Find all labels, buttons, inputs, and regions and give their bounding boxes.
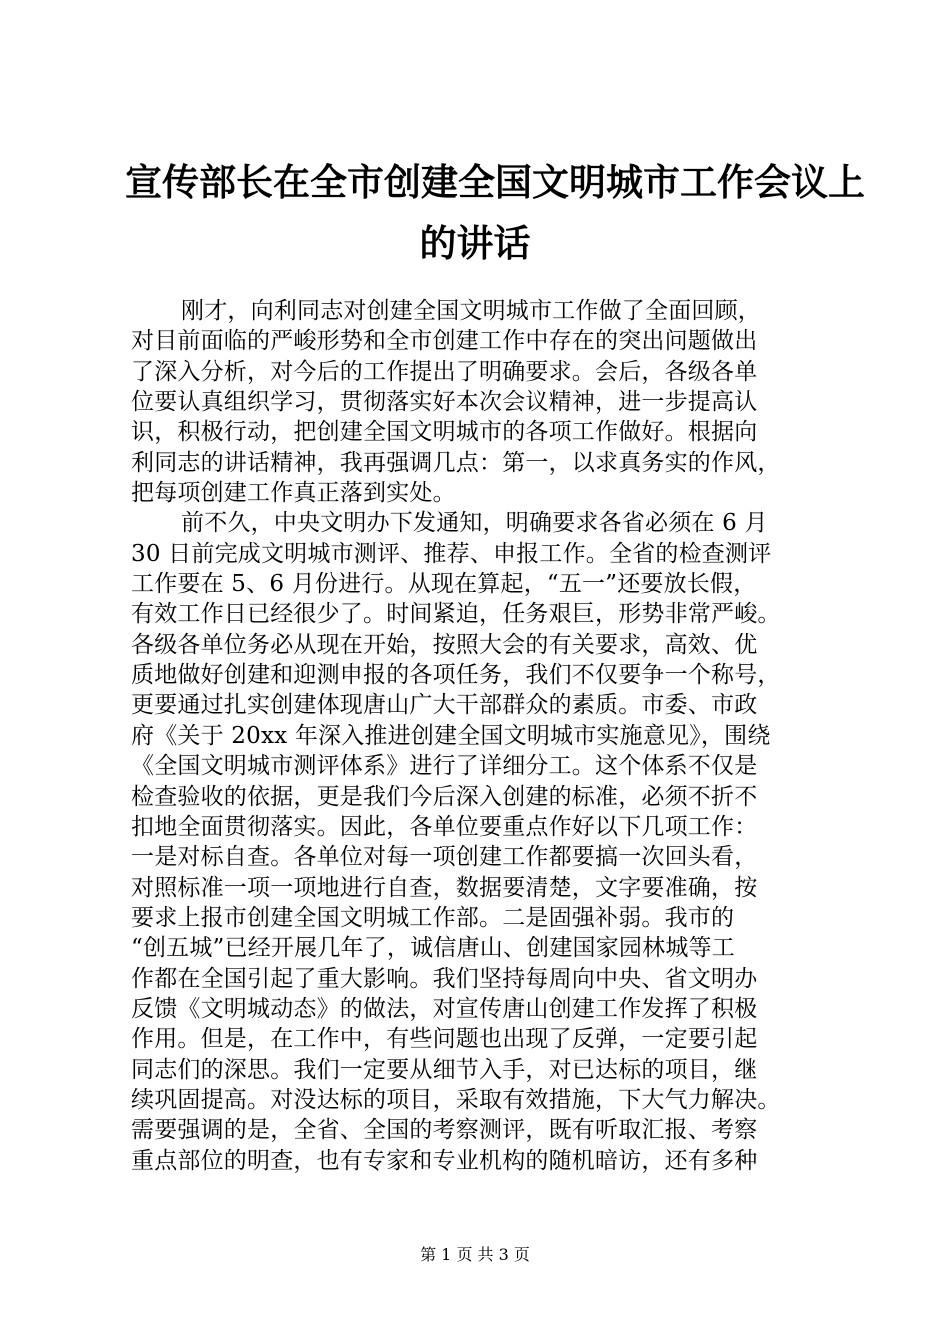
body-text-line: 作都在全国引起了重大影响。我们坚持每周向中央、省文明办 [131,965,758,992]
body-text-line: 有效工作日已经很少了。时间紧迫，任务艰巨，形势非常严峻。 [131,601,781,628]
body-text-line: 续巩固提高。对没达标的项目，采取有效措施，下大气力解决。 [131,1086,781,1113]
body-text-line: 前不久，中央文明办下发通知，明确要求各省必须在 6 月 [181,510,768,537]
body-text-line: 30 日前完成文明城市测评、推荐、申报工作。全省的检查测评 [131,540,772,567]
page-footer: 第 1 页 共 3 页 [420,1245,530,1264]
document-title-line-2: 的讲话 [419,222,531,265]
body-text-line: 要求上报市创建全国文明城工作部。二是固强补弱。我市的 [131,904,735,931]
body-text-line: “创五城”已经开展几年了，诚信唐山、创建国家园林城等工 [131,935,735,962]
body-text-line: 位要认真组织学习，贯彻落实好本次会议精神，进一步提高认 [131,389,758,416]
body-text-line: 检查验收的依据，更是我们今后深入创建的标准，必须不折不 [131,783,758,810]
body-text-line: 重点部位的明查，也有专家和专业机构的随机暗访，还有多种 [131,1147,758,1174]
body-text-line: 对照标准一项一项地进行自查，数据要清楚，文字要准确，按 [131,874,758,901]
body-text-line: 一是对标自查。各单位对每一项创建工作都要搞一次回头看， [131,844,758,871]
body-text-line: 反馈《文明城动态》的做法，对宣传唐山创建工作发挥了积极 [131,995,758,1022]
body-text-line: 对目前面临的严峻形势和全市创建工作中存在的突出问题做出 [131,328,758,355]
body-text-line: 各级各单位务必从现在开始，按照大会的有关要求，高效、优 [131,631,758,658]
body-text-line: 《全国文明城市测评体系》进行了详细分工。这个体系不仅是 [131,753,758,780]
document-title-line-1: 宣传部长在全市创建全国文明城市工作会议上 [125,161,865,204]
body-text-line: 刚才，向利同志对创建全国文明城市工作做了全面回顾， [181,298,761,324]
body-text-line: 需要强调的是，全省、全国的考察测评，既有听取汇报、考察 [131,1117,758,1144]
body-text-line: 利同志的讲话精神，我再强调几点：第一，以求真务实的作风， [131,449,781,476]
body-text-line: 把每项创建工作真正落到实处。 [131,480,456,507]
body-text-line: 工作要在 5、6 月份进行。从现在算起，“五一”还要放长假， [131,571,757,598]
body-text-line: 同志们的深思。我们一定要从细节入手，对已达标的项目，继 [131,1056,758,1083]
body-text-line: 更要通过扎实创建体现唐山广大干部群众的素质。市委、市政 [131,692,758,719]
body-text-line: 府《关于 20xx 年深入推进创建全国文明城市实施意见》，围绕 [131,722,771,749]
body-text-line: 作用。但是，在工作中，有些问题也出现了反弹，一定要引起 [131,1026,758,1053]
body-text-line: 扣地全面贯彻落实。因此，各单位要重点作好以下几项工作： [131,813,758,840]
body-text-line: 识，积极行动，把创建全国文明城市的各项工作做好。根据向 [131,419,758,446]
body-text-line: 质地做好创建和迎测申报的各项任务，我们不仅要争一个称号， [131,662,781,689]
body-text-line: 了深入分析，对今后的工作提出了明确要求。会后，各级各单 [131,358,758,385]
document-body [131,296,831,1176]
